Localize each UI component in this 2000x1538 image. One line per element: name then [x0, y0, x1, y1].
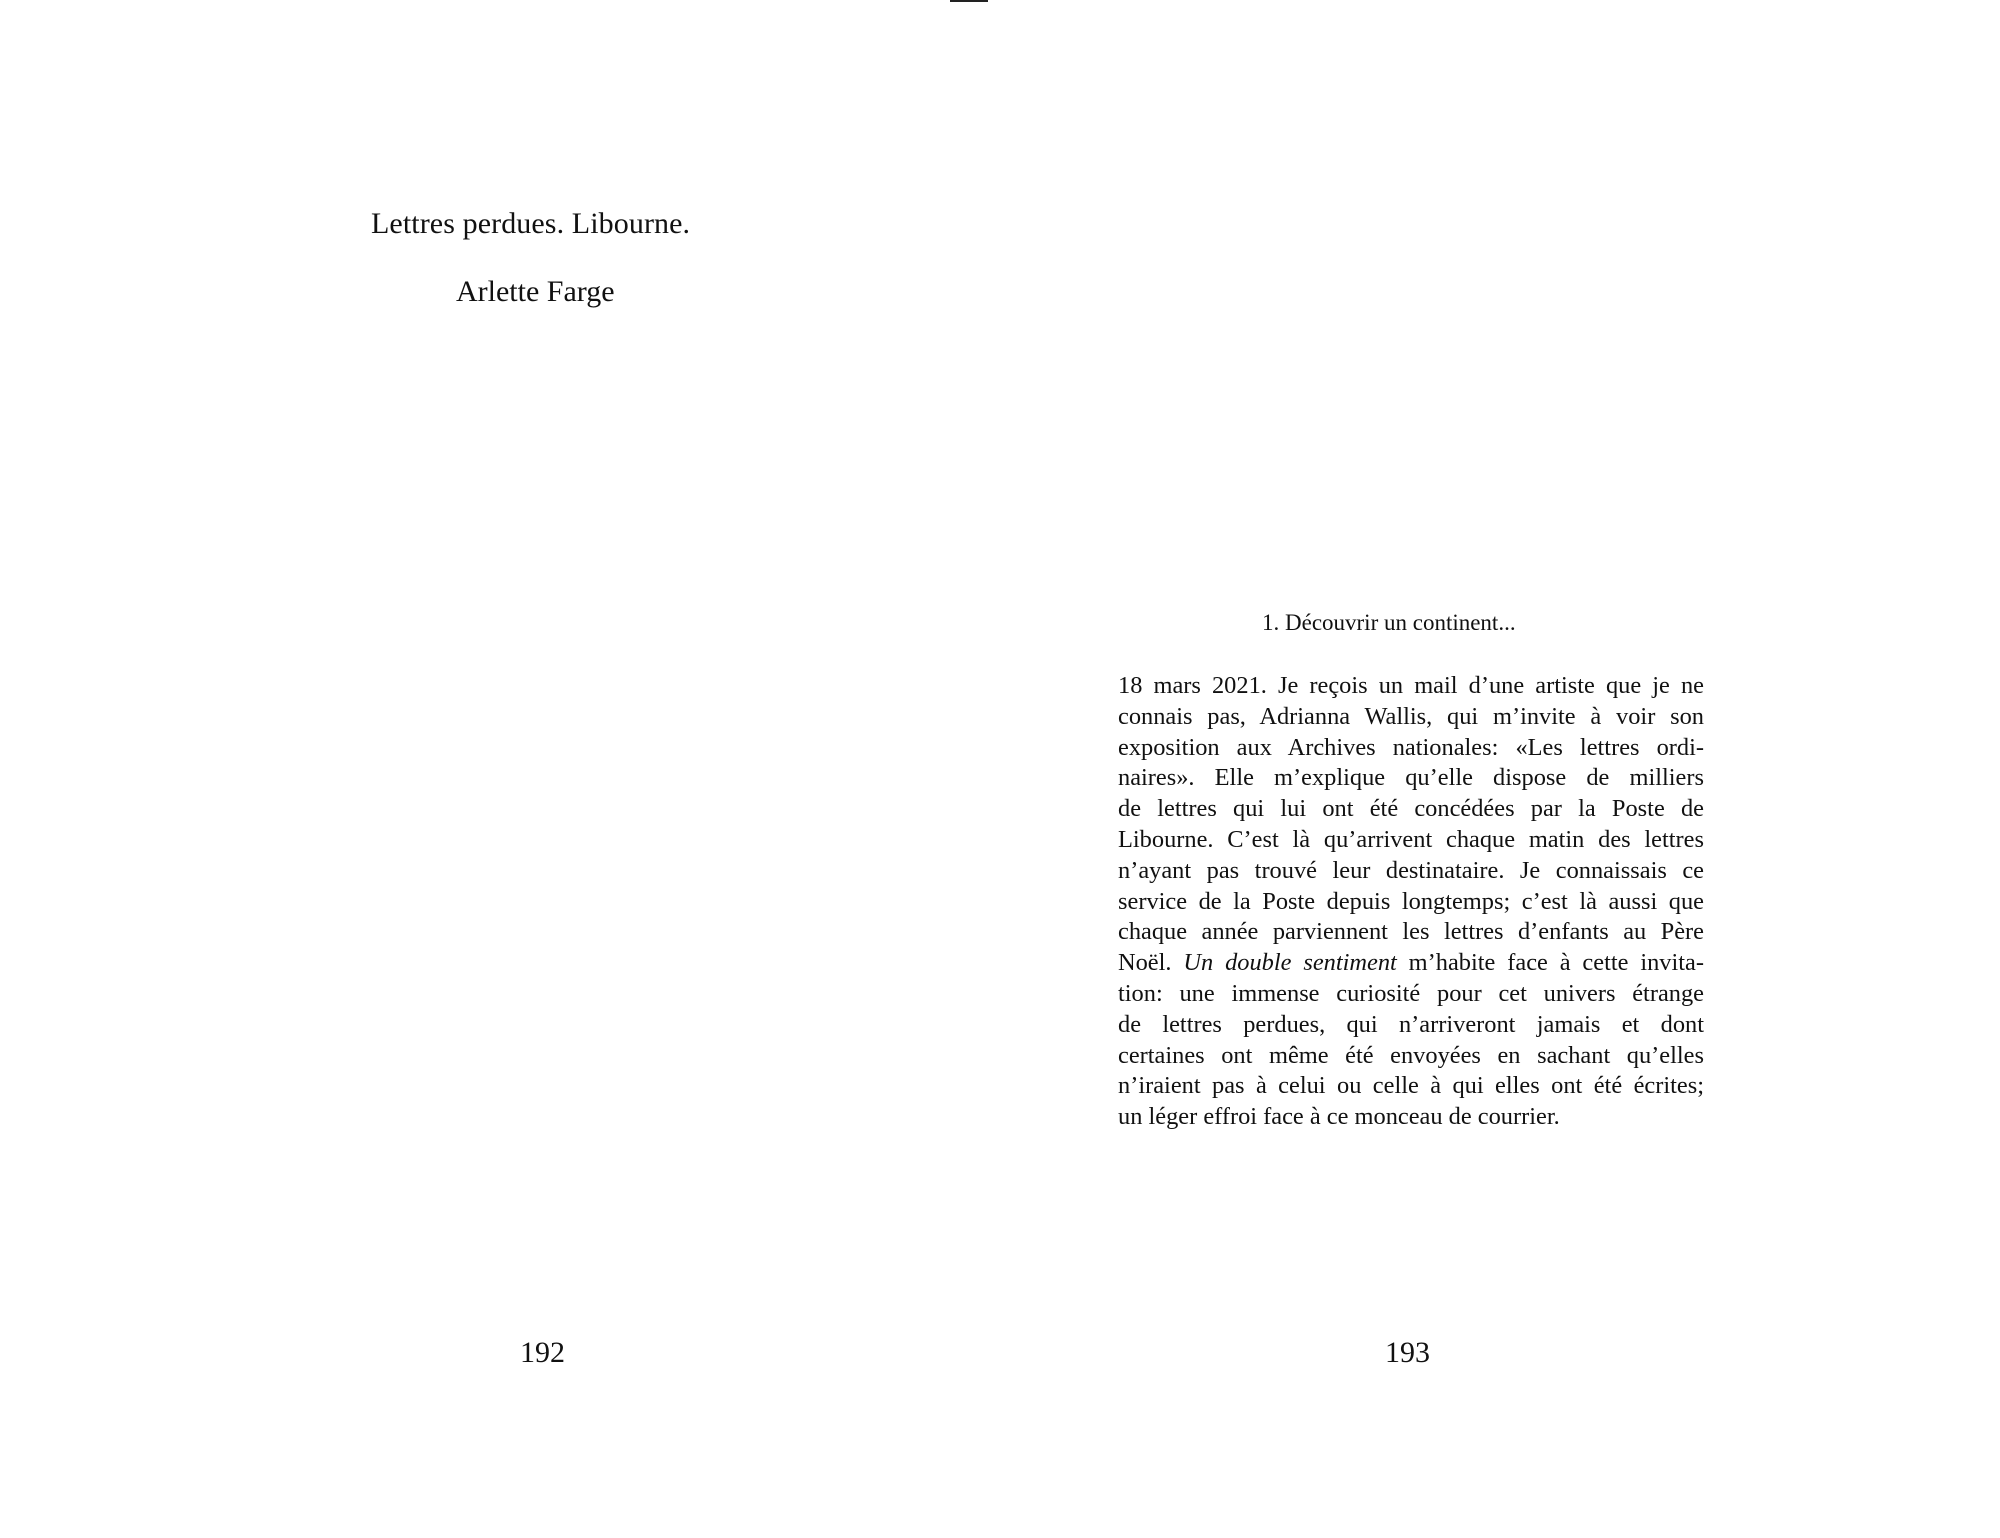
text-line: n’ayant pas trouvé leur destinataire. Je connaissais ce: [1118, 856, 1704, 884]
right-page: [1000, 0, 2000, 1538]
text-line: Libourne. C’est là qu’arrivent chaque matin des lettres: [1118, 825, 1704, 853]
text-line: service de la Poste depuis longtemps; c’est là aussi que: [1118, 887, 1704, 915]
essay-title: Lettres perdues. Libourne.: [371, 207, 691, 240]
text-line: certaines ont même été envoyées en sachant qu’elles: [1118, 1041, 1704, 1069]
page-number-right: 193: [1385, 1336, 1430, 1369]
text-line: de lettres qui lui ont été concédées par la Poste de: [1118, 795, 1704, 823]
text-line: connais pas, Adrianna Wallis, qui m’invite à voir son: [1118, 702, 1704, 730]
text-line: n’iraient pas à celui ou celle à qui elles ont été écrites;: [1118, 1072, 1704, 1100]
text-line: exposition aux Archives nationales: «Les lettres ordi-: [1118, 733, 1704, 761]
text-line: chaque année parviennent les lettres d’enfants au Père: [1118, 918, 1704, 946]
text-segment: Noël.: [1118, 949, 1184, 977]
text-line: un léger effroi face à ce monceau de courrier.: [1118, 1103, 1560, 1131]
body-paragraph: [1118, 671, 1704, 1133]
text-line: 18 mars 2021. Je reçois un mail d’une artiste que je ne: [1118, 672, 1704, 699]
chapter-heading: 1. Découvrir un continent...: [1262, 610, 1516, 635]
text-line: tion: une immense curiosité pour cet univers étrange: [1118, 979, 1704, 1007]
text-line: de lettres perdues, qui n’arriveront jamais et dont: [1118, 1010, 1704, 1038]
author-name: Arlette Farge: [456, 275, 615, 308]
text-segment: m’habite face à cette invita-: [1396, 949, 1704, 977]
page-number-left: 192: [520, 1336, 565, 1369]
text-line: [1118, 948, 1704, 979]
italic-phrase: Un double sentiment: [1183, 949, 1397, 977]
text-line: naires». Elle m’explique qu’elle dispose de milliers: [1118, 764, 1704, 792]
